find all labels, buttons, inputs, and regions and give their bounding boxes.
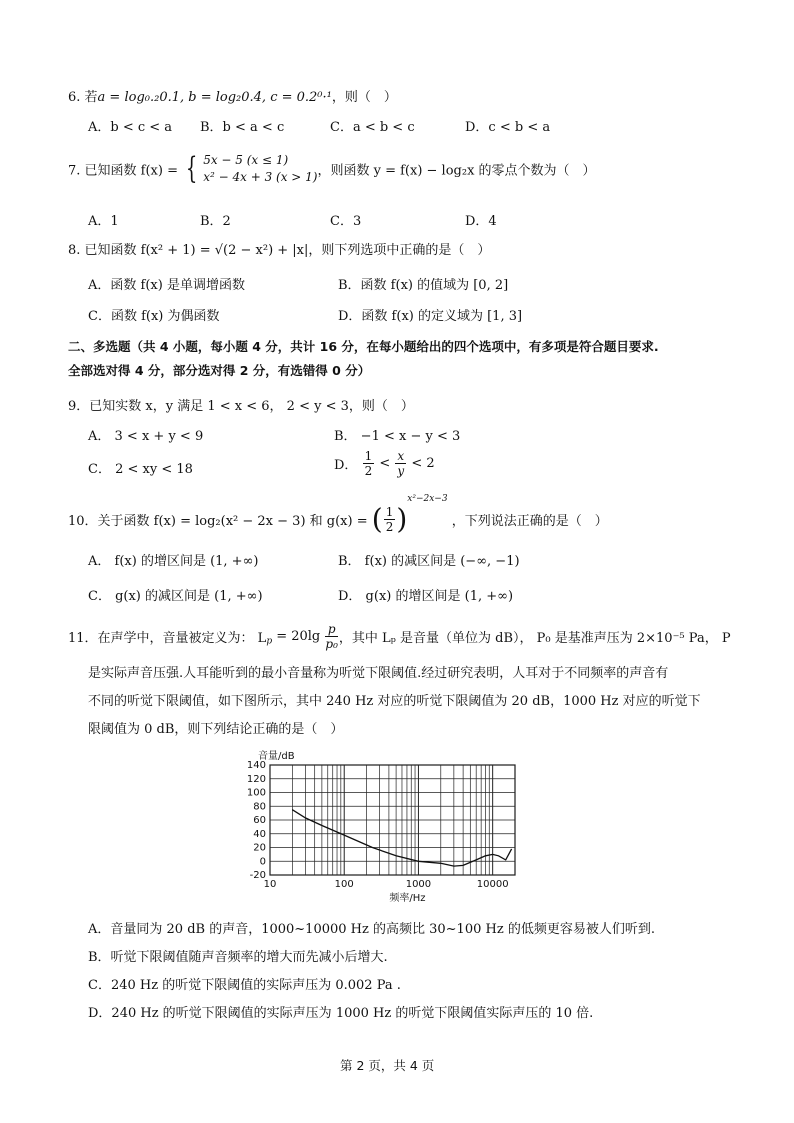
q11-frac: [325, 622, 338, 651]
x-tick-label: 100: [334, 879, 354, 890]
frac1-num: 1: [364, 449, 373, 463]
section2-heading-line1: 二、多选题（共 4 小题，每小题 4 分，共计 16 分，在每小题给出的四个选项中，有多项是符合题目要求.: [68, 339, 659, 354]
y-tick-label: 60: [253, 815, 266, 826]
q8-option-c[interactable]: C．函数 f(x) 为偶函数: [88, 309, 220, 324]
q6-expr: a = log₀.₂0.1, b = log₂0.4, c = 0.2⁰·¹: [97, 90, 332, 105]
q10-g-frac: [384, 505, 396, 534]
hearing-threshold-chart: [230, 745, 530, 905]
q10-option-a[interactable]: A． f(x) 的增区间是 (1, +∞): [88, 554, 259, 569]
q10-option-b[interactable]: B． f(x) 的减区间是 (−∞, −1): [338, 554, 520, 569]
frac2-den: y: [397, 464, 405, 478]
q10-stem-post: ，下列说法正确的是（ ）: [451, 514, 608, 529]
q9-option-d-frac1: [363, 449, 375, 478]
q9-option-d-frac2: [395, 449, 406, 478]
q11-line2: 是实际声音压强.人耳能听到的最小音量称为听觉下限阈值.经过研究表明，人耳对于不同频率的声音有: [88, 666, 669, 681]
frac1-den: 2: [364, 464, 373, 478]
q11-line1-eq: = 20lg: [272, 629, 321, 644]
q7-option-a[interactable]: A．1: [88, 214, 119, 229]
x-axis-label: 频率/Hz: [389, 893, 426, 904]
y-tick-label: 0: [259, 856, 266, 868]
y-tick-label: 100: [246, 787, 266, 799]
q7-cases: [203, 152, 317, 186]
q11-line4: 限阈值为 0 dB，则下列结论正确的是（ ）: [88, 722, 344, 737]
q10-option-c[interactable]: C． g(x) 的减区间是 (1, +∞): [88, 589, 263, 604]
q11-option-d[interactable]: D．240 Hz 的听觉下限阈值的实际声压为 1000 Hz 的听觉下限阈值实际声压的 10 倍.: [88, 1006, 594, 1021]
q7-stem-pre: 7. 已知函数 f(x) =: [68, 163, 178, 179]
q9-option-b[interactable]: B． −1 < x − y < 3: [334, 429, 461, 444]
g-num: 1: [385, 505, 394, 519]
g-den: 2: [385, 520, 394, 534]
y-tick-label: 40: [253, 828, 266, 840]
q10-option-d[interactable]: D． g(x) 的增区间是 (1, +∞): [338, 589, 514, 604]
y-axis-label: 音量/dB: [258, 751, 295, 762]
q9-option-c[interactable]: C． 2 < xy < 18: [88, 462, 193, 477]
y-tick-label: 80: [253, 801, 266, 813]
q10-stem: [68, 494, 608, 534]
q11-line1: [68, 622, 731, 651]
q11-line3: 不同的听觉下限阈值，如下图所示，其中 240 Hz 对应的听觉下限阈值为 20 dB，1000 Hz 对应的听觉下: [88, 694, 701, 709]
q6-option-c[interactable]: C．a < b < c: [330, 120, 415, 135]
q8-option-b[interactable]: B．函数 f(x) 的值域为 [0, 2]: [338, 278, 509, 293]
q6-stem-post: ，则（ ）: [331, 90, 397, 105]
q7-option-c[interactable]: C．3: [330, 214, 362, 229]
q11-line1-pre: 11．在声学中，音量被定义为： L: [68, 631, 267, 646]
x-tick-label: 10000: [476, 879, 509, 890]
q11-option-b[interactable]: B．听觉下限阈值随声音频率的增大而先减小后增大.: [88, 950, 388, 965]
q10-paren-close: ): [396, 502, 408, 536]
q11-frac-num: p: [325, 622, 338, 637]
q9-option-d-post: < 2: [411, 456, 435, 471]
q9-option-d[interactable]: [334, 449, 435, 478]
q9-stem: 9．已知实数 x，y 满足 1 < x < 6， 2 < y < 3，则（ ）: [68, 399, 414, 414]
q10-g-exp: x²−2x−3: [407, 494, 448, 504]
chart-canvas: [230, 745, 530, 909]
frac2-num: x: [397, 449, 405, 463]
q9-option-a[interactable]: A． 3 < x + y < 9: [88, 429, 204, 444]
q7-brace: {: [185, 151, 198, 186]
section2-heading-line2: 全部选对得 4 分，部分选对得 2 分，有选错得 0 分）: [68, 363, 371, 378]
q6-stem: [68, 86, 397, 105]
q7-option-d[interactable]: D．4: [465, 214, 497, 229]
q11-line1-post: ，其中 Lₚ 是音量（单位为 dB）， P₀ 是基准声压为 2×10⁻⁵ Pa， P: [338, 631, 731, 646]
q7-case2: x² − 4x + 3 (x > 1): [203, 170, 318, 184]
q6-option-b[interactable]: B．b < a < c: [200, 120, 285, 135]
chart-svg: [230, 745, 530, 905]
q11-option-c[interactable]: C．240 Hz 的听觉下限阈值的实际声压为 0.002 Pa .: [88, 978, 401, 993]
q8-option-a[interactable]: A．函数 f(x) 是单调增函数: [88, 278, 245, 293]
q10-paren-open: (: [371, 502, 383, 536]
q7-case1: 5x − 5 (x ≤ 1): [203, 153, 289, 167]
q7-stem-post: ，则函数 y = f(x) − log₂x 的零点个数为（ ）: [317, 163, 596, 179]
q9-option-d-lt: <: [379, 456, 391, 471]
q6-stem-pre: 6. 若: [68, 90, 98, 105]
q10-stem-pre: 10．关于函数 f(x) = log₂(x² − 2x − 3) 和 g(x) =: [68, 514, 368, 529]
q8-stem: 8. 已知函数 f(x² + 1) = √(2 − x²) + |x|，则下列选项中正确的是（ ）: [68, 243, 491, 258]
y-tick-label: 20: [253, 842, 266, 854]
x-tick-label: 1000: [405, 879, 432, 890]
q8-option-d[interactable]: D．函数 f(x) 的定义域为 [1, 3]: [338, 309, 523, 324]
q9-option-d-label: D．: [334, 458, 358, 473]
q11-option-a[interactable]: A．音量同为 20 dB 的声音，1000~10000 Hz 的高频比 30~100 Hz 的低频更容易被人们听到.: [88, 922, 655, 937]
page-footer: 第 2 页，共 4 页: [340, 1058, 435, 1073]
y-tick-label: 140: [246, 760, 266, 771]
q11-line1-sub: p: [266, 636, 273, 647]
y-tick-label: 120: [246, 773, 266, 785]
q6-option-d[interactable]: D．c < b < a: [465, 120, 551, 135]
q7-stem: [68, 152, 596, 186]
q11-frac-den: p₀: [325, 637, 338, 651]
q7-option-b[interactable]: B．2: [200, 214, 231, 229]
y-tick-label: -20: [249, 870, 266, 881]
q6-option-a[interactable]: A．b < c < a: [88, 120, 173, 135]
x-tick-label: 10: [263, 879, 277, 890]
